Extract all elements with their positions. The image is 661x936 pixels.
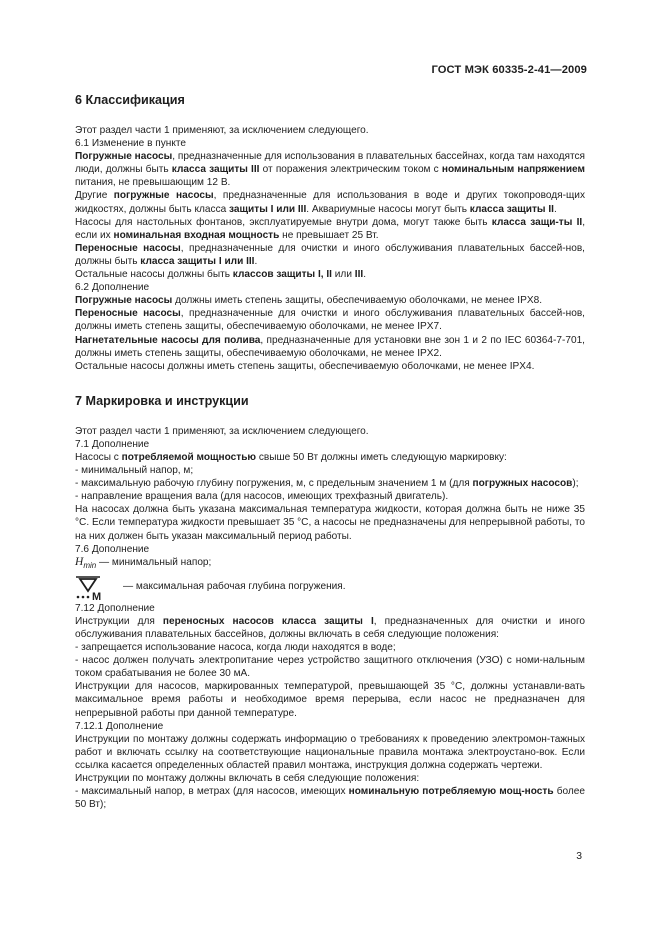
h-symbol: H <box>75 555 84 568</box>
s6-paragraph-1 <box>75 150 585 189</box>
s6-paragraph-5 <box>75 268 585 281</box>
text: от поражения электрическим током с <box>259 164 442 176</box>
text: - максимальный напор, в метрах (для насосов, имеющих <box>75 786 349 798</box>
section-6-heading: 6 Классификация <box>75 93 185 107</box>
text: , предназначенных для очистки и иного обслуживания плавательных бассейнов, должны включать в себя следующие положения: <box>75 615 586 641</box>
term: классов защиты I, II <box>232 269 332 281</box>
depth-definition <box>75 574 585 600</box>
s6-intro: Этот раздел части 1 применяют, за исключением следующего. <box>75 125 369 136</box>
term: Нагнетательные насосы для полива <box>75 334 261 346</box>
list-item: - минимальный напор, м; <box>75 465 194 477</box>
s6-paragraph-4 <box>75 242 585 268</box>
text: Остальные насосы должны быть <box>75 269 233 281</box>
s6-paragraph-2 <box>75 189 585 215</box>
text: . <box>363 269 366 281</box>
clause-7-12: 7.12 Дополнение <box>75 602 155 614</box>
s7-paragraph-1 <box>75 451 585 464</box>
term: потребляемой мощностью <box>121 451 257 463</box>
s6-paragraph-7 <box>75 307 585 333</box>
text: , предназначенные для очистки и иного обслуживания плавательных бассей-нов, должны быть <box>75 242 585 267</box>
s7-paragraph-4: Инструкции для насосов, маркированных температурой, превышающей 35 °С, должны устанавли-вать максимальное время работы и необходимое время перерыва, если насос не предназначен для непрерывной работы при данной температуре. <box>75 681 585 719</box>
text: - максимальную рабочую глубину погружения, м, с предельным значением 1 м (для <box>75 478 473 490</box>
s6-paragraph-8 <box>75 334 585 360</box>
section-7-heading: 7 Маркировка и инструкции <box>75 393 249 408</box>
text: более 50 Вт); <box>75 786 585 811</box>
text: . <box>254 255 258 267</box>
s6-paragraph-9: Остальные насосы должны иметь степень защиты, обеспечиваемую оболочками, не менее IPX4. <box>75 360 535 372</box>
list-item: - насос должен получать электропитание через устройство защитного отключения (УЗО) с номи-нальным током срабатывания не более 30 мА. <box>75 655 585 680</box>
text: питания, не превышающим 12 В. <box>75 177 231 189</box>
text: Насосы с <box>75 451 122 463</box>
text: . Аквариумные насосы могут быть <box>306 203 470 215</box>
term: класса защиты I или III <box>140 255 255 267</box>
hmin-definition <box>75 556 585 572</box>
text: должны иметь степень защиты, обеспечиваемую оболочками, не менее IPX8. <box>172 295 542 307</box>
list-item: - запрещается использование насоса, когда люди находятся в воде; <box>75 642 396 654</box>
text: не превышает 25 Вт. <box>279 229 379 241</box>
clause-7-12-1: 7.12.1 Дополнение <box>75 720 164 732</box>
s7-paragraph-6: Инструкции по монтажу должны включать в себя следующие положения: <box>75 773 420 785</box>
text: или <box>331 269 355 281</box>
list-item <box>75 785 585 811</box>
text: ); <box>572 478 579 490</box>
page-number: 3 <box>576 851 582 862</box>
clause-6-1: 6.1 Изменение в пункте <box>75 138 186 150</box>
text: , предназначенные для использования в плавательных бассейнах, когда там находятся люди, должны быть <box>75 151 586 176</box>
term: защиты I или III <box>229 203 307 215</box>
term: III <box>354 269 364 281</box>
clause-6-2: 6.2 Дополнение <box>75 282 150 294</box>
s7-paragraph-3 <box>75 615 585 641</box>
page-body <box>75 92 585 811</box>
text: , предназначенные для очистки и иного обслуживания плавательных бассей-нов, должны иметь степень защиты, обеспечиваемую оболочками, не менее IPX7. <box>75 308 585 333</box>
document-code: ГОСТ МЭК 60335-2-41—2009 <box>431 64 587 76</box>
term: номинальным напряжением <box>441 164 585 176</box>
term: номинальная входная мощность <box>113 229 280 241</box>
s6-paragraph-6 <box>75 294 585 307</box>
text: Другие <box>75 190 114 202</box>
text: — минимальный напор; <box>96 556 212 568</box>
term: Переносные насосы <box>75 308 181 320</box>
s7-intro: Этот раздел части 1 применяют, за исключением следующего. <box>75 425 369 437</box>
term: номинальную потребляемую мощ-ность <box>348 786 554 798</box>
clause-7-6: 7.6 Дополнение <box>75 543 150 555</box>
term: Погружные насосы <box>75 151 173 163</box>
term: Погружные насосы <box>75 295 173 307</box>
text: Насосы для настольных фонтанов, эксплуатируемые внутри дома, могут также быть <box>75 216 492 228</box>
s7-paragraph-5: Инструкции по монтажу должны содержать информацию о требованиях к проведению электромон-тажных работ и включать ссылку на соответствующие национальные правила монтажа электроустано-вок. Если ссылка касается определенных областей правил монтажа, инструкция должна содержать чертежи. <box>75 733 585 771</box>
text: . <box>553 203 557 215</box>
text: , если их <box>75 216 586 241</box>
text: , предназначенные для использования в воде и других токопроводя-щих жидкостях, должны быть класса <box>75 190 585 215</box>
list-item <box>75 477 585 490</box>
term: класса защи-ты II <box>491 216 583 228</box>
term: класса защиты III <box>171 164 260 176</box>
depth-text: — максимальная рабочая глубина погружения. <box>123 581 346 593</box>
text: свыше 50 Вт должны иметь следующую маркировку: <box>256 451 507 463</box>
s7-paragraph-2: На насосах должна быть указана максимальная температура жидкости, которая должна быть не ниже 35 °С. Если температура жидкости превышает 35 °С, а насосы не предназначены для непрерывной работы, то на них должен быть указан максимальный период работы. <box>75 504 585 542</box>
text: Инструкции для <box>75 615 163 627</box>
term: погружные насосы <box>113 190 214 202</box>
text: , предназначенные для установки вне зон 1 и 2 по IEC 60364-7-701, должны иметь степень защиты, обеспечиваемую оболочками, не менее IPX2. <box>75 334 585 359</box>
h-subscript: min <box>83 560 97 570</box>
depth-mark: М <box>92 590 102 600</box>
s6-paragraph-3 <box>75 216 585 242</box>
list-item: - направление вращения вала (для насосов, имеющих трехфазный двигатель). <box>75 491 449 503</box>
term: Переносные насосы <box>75 242 181 254</box>
max-depth-icon <box>75 574 119 600</box>
term: переносных насосов класса защиты I <box>162 615 374 627</box>
term: класса защиты II <box>469 203 554 215</box>
term: погружных насосов <box>472 478 573 490</box>
clause-7-1: 7.1 Дополнение <box>75 438 150 450</box>
